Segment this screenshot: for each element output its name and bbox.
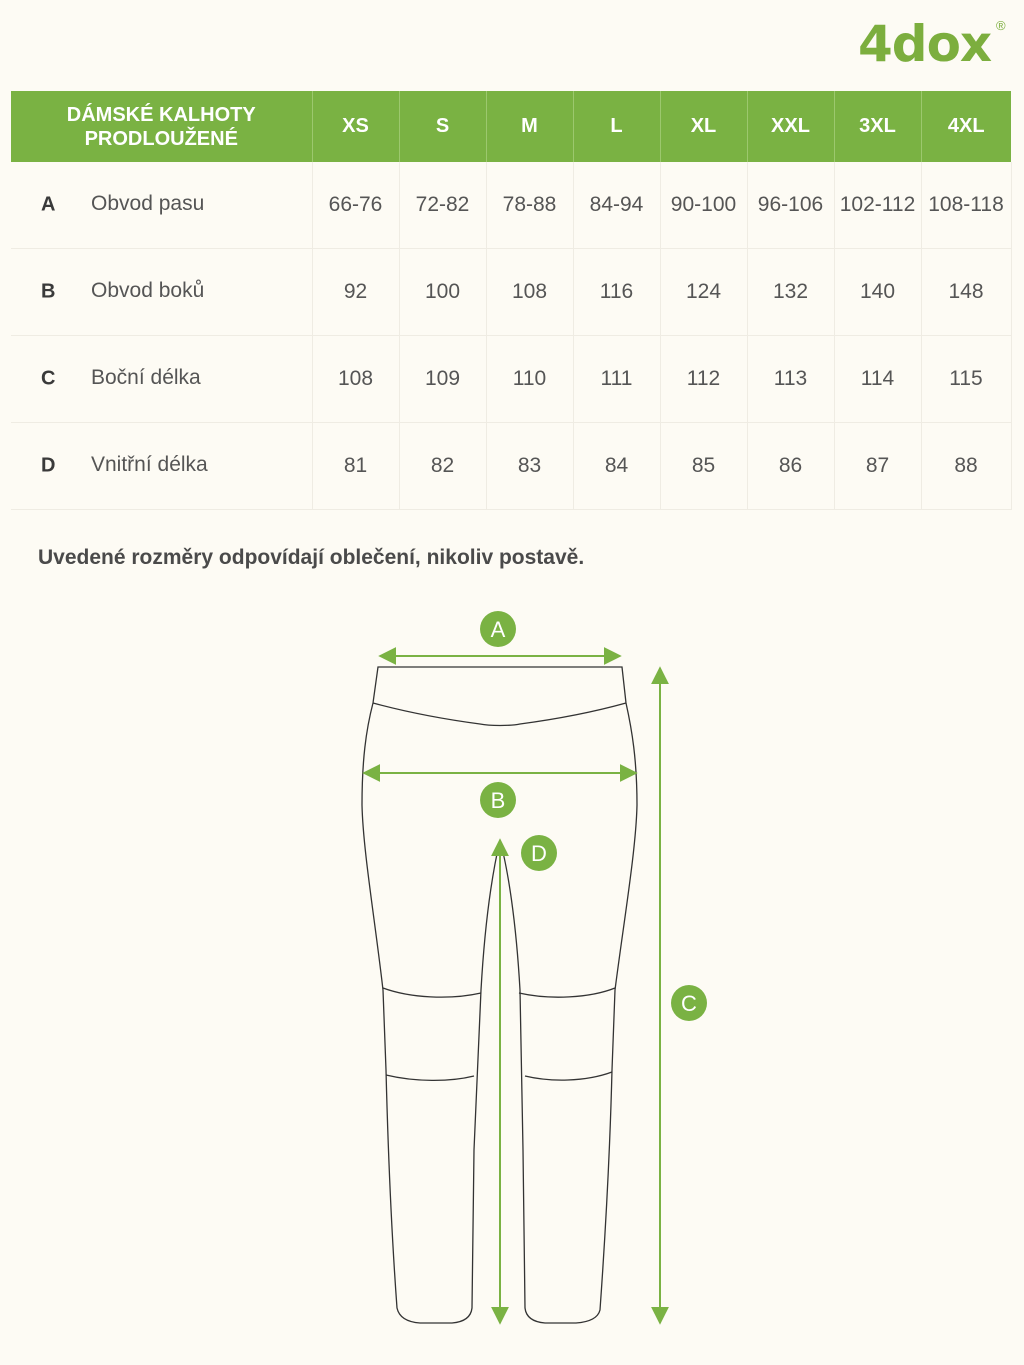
- table-cell: 115: [921, 336, 1011, 423]
- table-cell: 108-118: [921, 162, 1011, 249]
- marker-d-label: D: [531, 841, 547, 866]
- table-cell: 78-88: [486, 162, 573, 249]
- row-label: [11, 249, 312, 336]
- pants-diagram: [0, 590, 1024, 1350]
- size-header: S: [399, 91, 486, 162]
- table-cell: 81: [312, 423, 399, 510]
- size-note: Uvedené rozměry odpovídají oblečení, nikoliv postavě.: [38, 546, 585, 569]
- table-row: [11, 336, 1011, 423]
- marker-b-label: B: [490, 788, 506, 813]
- size-header: L: [573, 91, 660, 162]
- row-label: [11, 423, 312, 510]
- size-header: 4XL: [921, 91, 1011, 162]
- marker-b: [480, 782, 516, 818]
- registered-mark: ®: [996, 18, 1006, 33]
- marker-a: [480, 611, 516, 647]
- brand-name: 4dox: [858, 15, 992, 73]
- table-cell: 72-82: [399, 162, 486, 249]
- size-header: XL: [660, 91, 747, 162]
- row-letter: C: [41, 367, 56, 390]
- brand-logo: [858, 14, 1008, 74]
- table-row: [11, 249, 1011, 336]
- row-letter: D: [41, 454, 56, 477]
- table-cell: 148: [921, 249, 1011, 336]
- marker-c: [671, 985, 707, 1021]
- row-letter: B: [41, 280, 56, 303]
- row-name: Obvod boků: [91, 278, 205, 302]
- table-cell: 85: [660, 423, 747, 510]
- table-cell: 140: [834, 249, 921, 336]
- table-cell: 102-112: [834, 162, 921, 249]
- table-cell: 110: [486, 336, 573, 423]
- table-cell: 96-106: [747, 162, 834, 249]
- table-cell: 84: [573, 423, 660, 510]
- table-cell: 116: [573, 249, 660, 336]
- table-cell: 109: [399, 336, 486, 423]
- table-cell: 124: [660, 249, 747, 336]
- table-cell: 108: [312, 336, 399, 423]
- size-header: XS: [312, 91, 399, 162]
- row-name: Obvod pasu: [91, 191, 205, 215]
- table-row: [11, 423, 1011, 510]
- marker-d: [521, 835, 557, 871]
- row-label: [11, 162, 312, 249]
- table-title: DÁMSKÉ KALHOTY PRODLOUŽENÉ: [11, 91, 312, 162]
- table-cell: 83: [486, 423, 573, 510]
- table-cell: 87: [834, 423, 921, 510]
- table-cell: 114: [834, 336, 921, 423]
- table-cell: 113: [747, 336, 834, 423]
- row-label: [11, 336, 312, 423]
- table-cell: 132: [747, 249, 834, 336]
- table-cell: 100: [399, 249, 486, 336]
- table-cell: 90-100: [660, 162, 747, 249]
- table-cell: 66-76: [312, 162, 399, 249]
- size-table: [11, 91, 1012, 510]
- table-cell: 112: [660, 336, 747, 423]
- row-name: Boční délka: [91, 365, 201, 389]
- table-cell: 88: [921, 423, 1011, 510]
- size-header: XXL: [747, 91, 834, 162]
- table-cell: 86: [747, 423, 834, 510]
- row-name: Vnitřní délka: [91, 452, 208, 476]
- table-cell: 82: [399, 423, 486, 510]
- table-cell: 108: [486, 249, 573, 336]
- table-cell: 84-94: [573, 162, 660, 249]
- size-header: M: [486, 91, 573, 162]
- table-cell: 111: [573, 336, 660, 423]
- row-letter: A: [41, 193, 56, 216]
- marker-a-label: A: [490, 617, 506, 642]
- table-row: [11, 162, 1011, 249]
- table-cell: 92: [312, 249, 399, 336]
- size-header: 3XL: [834, 91, 921, 162]
- marker-c-label: C: [681, 991, 697, 1016]
- table-header-row: [11, 91, 1011, 162]
